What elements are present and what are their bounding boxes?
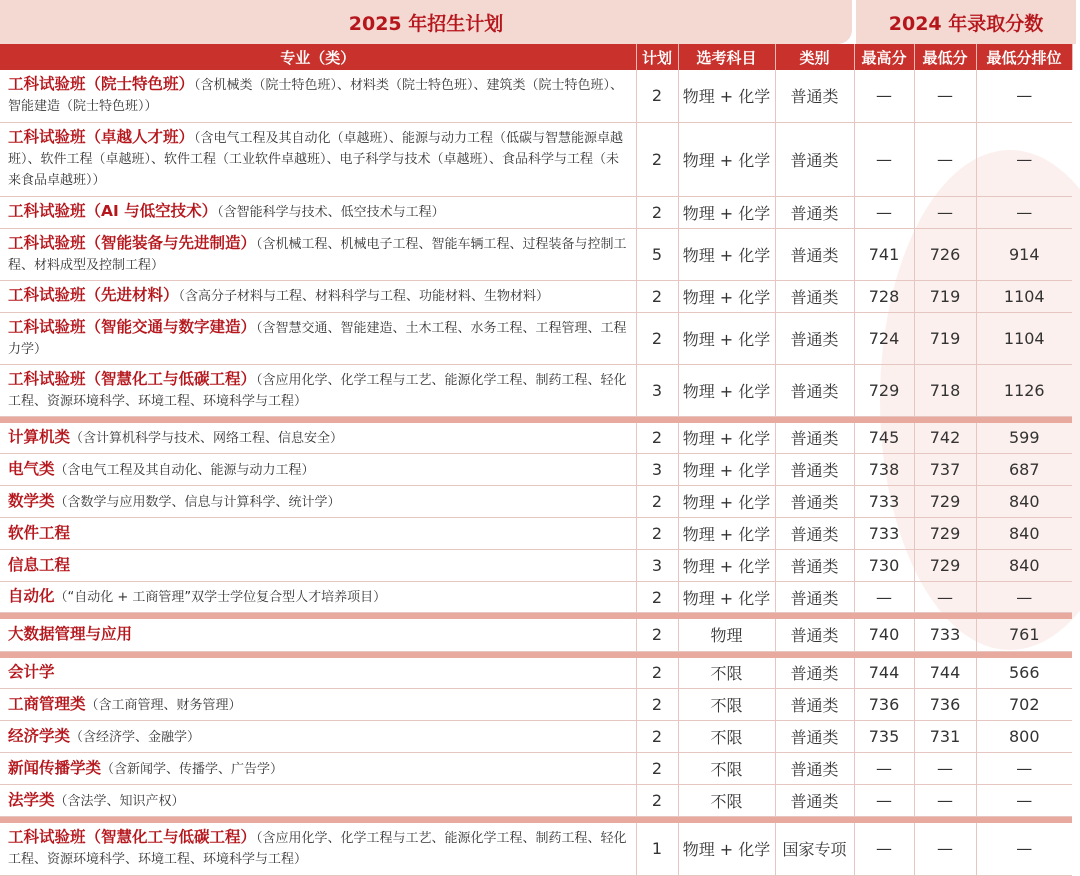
major-name: 大数据管理与应用 (8, 624, 133, 643)
max-score-cell: 735 (854, 721, 914, 753)
table-header-row (0, 44, 1072, 70)
min-rank-cell: — (976, 785, 1072, 817)
category-cell: 普通类 (775, 228, 854, 280)
plan-cell: 2 (636, 658, 678, 689)
major-name: 工科试验班（智慧化工与低碳工程） (8, 828, 257, 847)
plan-cell: 3 (636, 364, 678, 416)
table-row (0, 518, 1072, 550)
max-score-cell: — (854, 753, 914, 785)
major-description: （含应用化学、化学工程与工艺、能源化学工程、制药工程、轻化工程、资源环境科学、环境工程、环境科学与工程） (8, 372, 627, 409)
major-name: 工科试验班（院士特色班） (8, 75, 195, 94)
subjects-cell: 物理 + 化学 (678, 823, 775, 875)
max-score-cell: 741 (854, 228, 914, 280)
table-row (0, 280, 1072, 312)
min-rank-cell: 800 (976, 721, 1072, 753)
plan-cell: 2 (636, 785, 678, 817)
plan-cell: 2 (636, 721, 678, 753)
table-row (0, 70, 1072, 122)
min-rank-cell: 702 (976, 689, 1072, 721)
max-score-cell: 738 (854, 454, 914, 486)
major-description: （“自动化 + 工商管理”双学士学位复合型人才培养项目） (54, 590, 387, 605)
min-rank-cell: — (976, 122, 1072, 196)
subjects-cell: 物理 + 化学 (678, 70, 775, 122)
category-cell: 普通类 (775, 518, 854, 550)
min-rank-cell: 1104 (976, 280, 1072, 312)
major-name: 新闻传播学类 (8, 758, 102, 777)
plan-cell: 2 (636, 312, 678, 364)
subjects-cell: 物理 + 化学 (678, 196, 775, 228)
major-name: 电气类 (8, 459, 55, 478)
major-cell (0, 785, 636, 817)
min-score-cell: — (914, 582, 976, 613)
max-score-cell: 733 (854, 518, 914, 550)
major-name: 数学类 (8, 491, 55, 510)
major-cell (0, 196, 636, 228)
category-cell: 普通类 (775, 364, 854, 416)
major-name: 法学类 (8, 790, 55, 809)
major-name: 计算机类 (8, 427, 71, 446)
major-cell (0, 658, 636, 689)
subjects-cell: 物理 + 化学 (678, 312, 775, 364)
table-row (0, 721, 1072, 753)
min-score-cell: 719 (914, 312, 976, 364)
major-description: （含电气工程及其自动化（卓越班）、能源与动力工程（低碳与智慧能源卓越班）、软件工程（卓越班）、软件工程（工业软件卓越班）、电子科学与技术（卓越班）、食品科学与工程（未来食品卓越班）） (8, 131, 624, 188)
max-score-cell: 744 (854, 658, 914, 689)
major-cell (0, 823, 636, 875)
category-cell: 普通类 (775, 486, 854, 518)
col-header-max-score: 最高分 (854, 44, 914, 70)
major-cell (0, 753, 636, 785)
major-description: （含新闻学、传播学、广告学） (101, 761, 284, 777)
section-headers (0, 0, 1080, 44)
major-name: 工科试验班（AI 与低空技术） (8, 202, 218, 220)
plan-cell: 2 (636, 619, 678, 651)
subjects-cell: 物理 + 化学 (678, 582, 775, 613)
max-score-cell: 728 (854, 280, 914, 312)
major-cell (0, 228, 636, 280)
plan-cell: 2 (636, 70, 678, 122)
col-header-min-rank: 最低分排位 (976, 44, 1072, 70)
table-row (0, 582, 1072, 613)
category-cell: 普通类 (775, 619, 854, 651)
min-score-cell: — (914, 196, 976, 228)
subjects-cell: 不限 (678, 658, 775, 689)
major-description: （含机械类（院士特色班）、材料类（院士特色班）、建筑类（院士特色班）、智能建造（院士特色班）） (8, 78, 624, 115)
plan-cell: 2 (636, 518, 678, 550)
min-score-cell: — (914, 70, 976, 122)
major-description: （含数学与应用数学、信息与计算科学、统计学） (54, 494, 341, 510)
category-cell: 普通类 (775, 785, 854, 817)
subjects-cell: 物理 + 化学 (678, 423, 775, 454)
major-name: 软件工程 (8, 523, 71, 542)
major-description: （含智慧交通、智能建造、土木工程、水务工程、工程管理、工程力学） (8, 320, 627, 357)
table-row (0, 785, 1072, 817)
min-rank-cell: — (976, 582, 1072, 613)
max-score-cell: — (854, 823, 914, 875)
table-row (0, 486, 1072, 518)
major-description: （含法学、知识产权） (54, 793, 185, 809)
category-cell: 普通类 (775, 582, 854, 613)
subjects-cell: 不限 (678, 721, 775, 753)
major-cell (0, 486, 636, 518)
plan-cell: 2 (636, 280, 678, 312)
major-description: （含工商管理、财务管理） (85, 697, 242, 713)
major-cell (0, 582, 636, 613)
min-rank-cell: 566 (976, 658, 1072, 689)
major-cell (0, 454, 636, 486)
subjects-cell: 物理 + 化学 (678, 122, 775, 196)
table-body (0, 70, 1072, 875)
max-score-cell: 724 (854, 312, 914, 364)
max-score-cell: 745 (854, 423, 914, 454)
subjects-cell: 物理 + 化学 (678, 364, 775, 416)
major-description: （含经济学、金融学） (70, 729, 201, 745)
major-cell (0, 423, 636, 454)
major-name: 工科试验班（智能装备与先进制造） (8, 233, 257, 252)
min-score-cell: 733 (914, 619, 976, 651)
min-rank-cell: — (976, 196, 1072, 228)
major-description: （含计算机科学与技术、网络工程、信息安全） (70, 430, 344, 446)
major-cell (0, 619, 636, 651)
scores-2024-title: 2024 年录取分数 (856, 0, 1076, 44)
admission-table (0, 44, 1073, 876)
category-cell: 普通类 (775, 658, 854, 689)
min-score-cell: — (914, 122, 976, 196)
table-row (0, 619, 1072, 651)
category-cell: 普通类 (775, 550, 854, 582)
table-row (0, 228, 1072, 280)
major-name: 经济学类 (8, 726, 71, 745)
min-rank-cell: 840 (976, 486, 1072, 518)
major-cell (0, 550, 636, 582)
max-score-cell: — (854, 785, 914, 817)
plan-cell: 1 (636, 823, 678, 875)
col-header-min-score: 最低分 (914, 44, 976, 70)
max-score-cell: 733 (854, 486, 914, 518)
min-score-cell: 736 (914, 689, 976, 721)
subjects-cell: 物理 + 化学 (678, 486, 775, 518)
table-row (0, 658, 1072, 689)
min-rank-cell: 761 (976, 619, 1072, 651)
table-row (0, 753, 1072, 785)
major-name: 工科试验班（智能交通与数字建造） (8, 317, 257, 336)
min-score-cell: 719 (914, 280, 976, 312)
major-description: （含智能科学与技术、低空技术与工程） (217, 205, 445, 220)
min-rank-cell: 840 (976, 518, 1072, 550)
table-row (0, 196, 1072, 228)
major-description: （含机械工程、机械电子工程、智能车辆工程、过程装备与控制工程、材料成型及控制工程） (8, 236, 627, 273)
max-score-cell: 729 (854, 364, 914, 416)
min-score-cell: 742 (914, 423, 976, 454)
min-rank-cell: 1104 (976, 312, 1072, 364)
category-cell: 普通类 (775, 689, 854, 721)
max-score-cell: 740 (854, 619, 914, 651)
plan-cell: 2 (636, 689, 678, 721)
plan-cell: 2 (636, 753, 678, 785)
plan-cell: 2 (636, 122, 678, 196)
subjects-cell: 物理 (678, 619, 775, 651)
max-score-cell: — (854, 70, 914, 122)
min-score-cell: 744 (914, 658, 976, 689)
max-score-cell: 730 (854, 550, 914, 582)
col-header-plan: 计划 (636, 44, 678, 70)
major-name: 工科试验班（智慧化工与低碳工程） (8, 369, 257, 388)
table-row (0, 550, 1072, 582)
plan-2025-title: 2025 年招生计划 (0, 0, 852, 44)
min-score-cell: 718 (914, 364, 976, 416)
table-row (0, 312, 1072, 364)
subjects-cell: 物理 + 化学 (678, 454, 775, 486)
max-score-cell: — (854, 582, 914, 613)
major-description: （含应用化学、化学工程与工艺、能源化学工程、制药工程、轻化工程、资源环境科学、环境工程、环境科学与工程） (8, 831, 627, 868)
major-cell (0, 312, 636, 364)
category-cell: 普通类 (775, 454, 854, 486)
major-name: 会计学 (8, 662, 55, 681)
major-name: 工商管理类 (8, 694, 86, 713)
plan-cell: 3 (636, 550, 678, 582)
major-cell (0, 280, 636, 312)
subjects-cell: 不限 (678, 689, 775, 721)
table-row (0, 689, 1072, 721)
category-cell: 普通类 (775, 122, 854, 196)
min-rank-cell: — (976, 753, 1072, 785)
col-header-subjects: 选考科目 (678, 44, 775, 70)
category-cell: 普通类 (775, 312, 854, 364)
max-score-cell: 736 (854, 689, 914, 721)
major-name: 自动化 (8, 587, 55, 605)
major-cell (0, 689, 636, 721)
plan-cell: 5 (636, 228, 678, 280)
subjects-cell: 物理 + 化学 (678, 518, 775, 550)
min-score-cell: 737 (914, 454, 976, 486)
table-row (0, 423, 1072, 454)
min-score-cell: 729 (914, 518, 976, 550)
max-score-cell: — (854, 196, 914, 228)
min-rank-cell: 840 (976, 550, 1072, 582)
category-cell: 普通类 (775, 280, 854, 312)
major-cell (0, 122, 636, 196)
category-cell: 国家专项 (775, 823, 854, 875)
category-cell: 普通类 (775, 196, 854, 228)
plan-cell: 2 (636, 423, 678, 454)
major-cell (0, 364, 636, 416)
table-row (0, 823, 1072, 875)
major-description: （含电气工程及其自动化、能源与动力工程） (54, 462, 315, 478)
table-row (0, 364, 1072, 416)
min-rank-cell: 687 (976, 454, 1072, 486)
min-score-cell: — (914, 823, 976, 875)
min-rank-cell: — (976, 823, 1072, 875)
table-row (0, 454, 1072, 486)
col-header-major: 专业（类） (0, 44, 636, 70)
plan-cell: 2 (636, 486, 678, 518)
min-score-cell: 729 (914, 486, 976, 518)
plan-cell: 3 (636, 454, 678, 486)
subjects-cell: 不限 (678, 753, 775, 785)
category-cell: 普通类 (775, 753, 854, 785)
min-score-cell: 729 (914, 550, 976, 582)
min-score-cell: 731 (914, 721, 976, 753)
major-name: 信息工程 (8, 555, 71, 574)
category-cell: 普通类 (775, 70, 854, 122)
col-header-category: 类别 (775, 44, 854, 70)
major-name: 工科试验班（卓越人才班） (8, 128, 195, 146)
category-cell: 普通类 (775, 721, 854, 753)
category-cell: 普通类 (775, 423, 854, 454)
plan-cell: 2 (636, 582, 678, 613)
major-cell (0, 721, 636, 753)
subjects-cell: 物理 + 化学 (678, 550, 775, 582)
major-name: 工科试验班（先进材料） (8, 286, 179, 304)
subjects-cell: 不限 (678, 785, 775, 817)
subjects-cell: 物理 + 化学 (678, 228, 775, 280)
min-rank-cell: — (976, 70, 1072, 122)
max-score-cell: — (854, 122, 914, 196)
plan-cell: 2 (636, 196, 678, 228)
major-description: （含高分子材料与工程、材料科学与工程、功能材料、生物材料） (178, 289, 550, 304)
min-score-cell: — (914, 753, 976, 785)
table-row (0, 122, 1072, 196)
min-rank-cell: 599 (976, 423, 1072, 454)
major-cell (0, 70, 636, 122)
min-rank-cell: 1126 (976, 364, 1072, 416)
min-score-cell: — (914, 785, 976, 817)
min-rank-cell: 914 (976, 228, 1072, 280)
major-cell (0, 518, 636, 550)
subjects-cell: 物理 + 化学 (678, 280, 775, 312)
min-score-cell: 726 (914, 228, 976, 280)
